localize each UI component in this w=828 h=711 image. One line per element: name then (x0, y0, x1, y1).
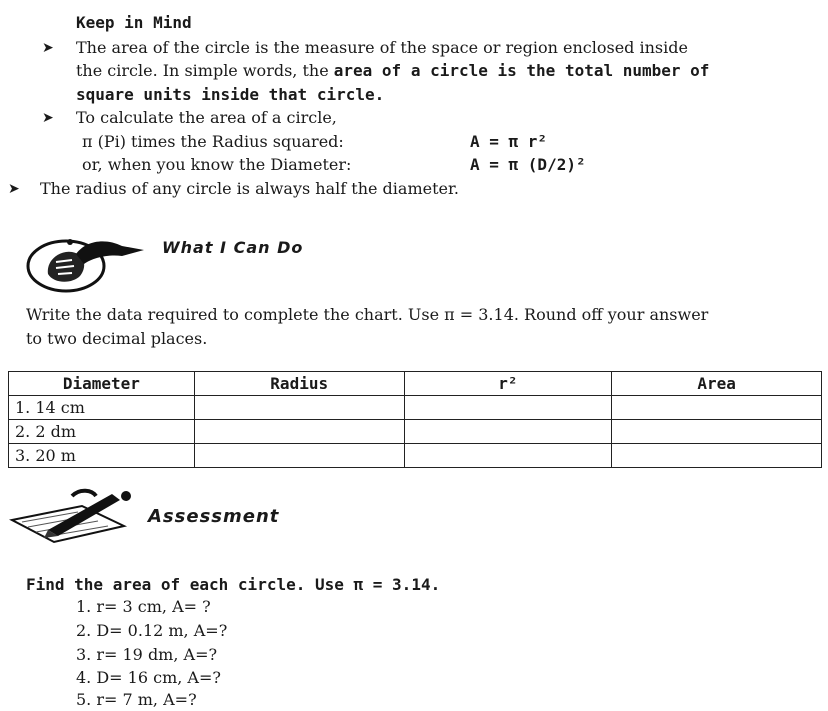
table-row (9, 420, 822, 444)
bullet3: The radius of any circle is always half the diameter. (40, 179, 459, 198)
bullet1-line3: square units inside that circle. (76, 85, 385, 104)
pen-paper-icon (8, 486, 142, 548)
formula2-label: or, when you know the Diameter: (82, 155, 352, 174)
header-r-squared: r² (404, 372, 612, 396)
bullet1-line1: The area of the circle is the measure of the space or region enclosed inside (76, 38, 688, 57)
data-chart-table (8, 371, 822, 468)
cell-diameter: 2. 2 dm (9, 420, 195, 444)
bullet-arrow-icon: ➤ (42, 40, 54, 56)
assessment-item: 1. r= 3 cm, A= ? (76, 597, 211, 616)
cell-diameter: 3. 20 m (9, 444, 195, 468)
bullet1-line2-bold: area of a circle is the total number of (333, 61, 710, 80)
cell-area[interactable] (612, 420, 822, 444)
keep-in-mind-heading: Keep in Mind (76, 13, 192, 32)
cell-radius[interactable] (194, 444, 404, 468)
bullet-arrow-icon: ➤ (42, 110, 54, 126)
cell-radius[interactable] (194, 396, 404, 420)
cell-r-squared[interactable] (404, 396, 612, 420)
assessment-item: 3. r= 19 dm, A=? (76, 645, 218, 664)
bullet1-line2-plain: the circle. In simple words, the (76, 61, 334, 80)
chart-instruction-line2: to two decimal places. (26, 329, 208, 348)
header-radius: Radius (194, 372, 404, 396)
table-header-row (9, 372, 822, 396)
cell-area[interactable] (612, 444, 822, 468)
assessment-instruction: Find the area of each circle. Use π = 3.14. (26, 575, 441, 594)
cell-area[interactable] (612, 396, 822, 420)
cell-diameter: 1. 14 cm (9, 396, 195, 420)
formula2: A = π (D/2)² (470, 155, 586, 174)
header-area: Area (612, 372, 822, 396)
cell-r-squared[interactable] (404, 444, 612, 468)
table-row (9, 444, 822, 468)
what-i-can-do-title: What I Can Do (162, 238, 304, 257)
hand-writing-icon (26, 232, 158, 294)
assessment-title: Assessment (148, 506, 280, 527)
formula1: A = π r² (470, 132, 548, 151)
assessment-item: 5. r= 7 m, A=? (76, 690, 197, 709)
cell-radius[interactable] (194, 420, 404, 444)
bullet2-line1: To calculate the area of a circle, (76, 108, 337, 127)
bullet-arrow-icon: ➤ (8, 181, 20, 197)
chart-instruction-line1: Write the data required to complete the chart. Use π = 3.14. Round off your answer (26, 305, 709, 324)
cell-r-squared[interactable] (404, 420, 612, 444)
assessment-item: 4. D= 16 cm, A=? (76, 668, 221, 687)
assessment-item: 2. D= 0.12 m, A=? (76, 621, 228, 640)
header-diameter: Diameter (9, 372, 195, 396)
table-row (9, 396, 822, 420)
bullet1-line2 (76, 60, 709, 82)
formula1-label: π (Pi) times the Radius squared: (82, 132, 344, 151)
